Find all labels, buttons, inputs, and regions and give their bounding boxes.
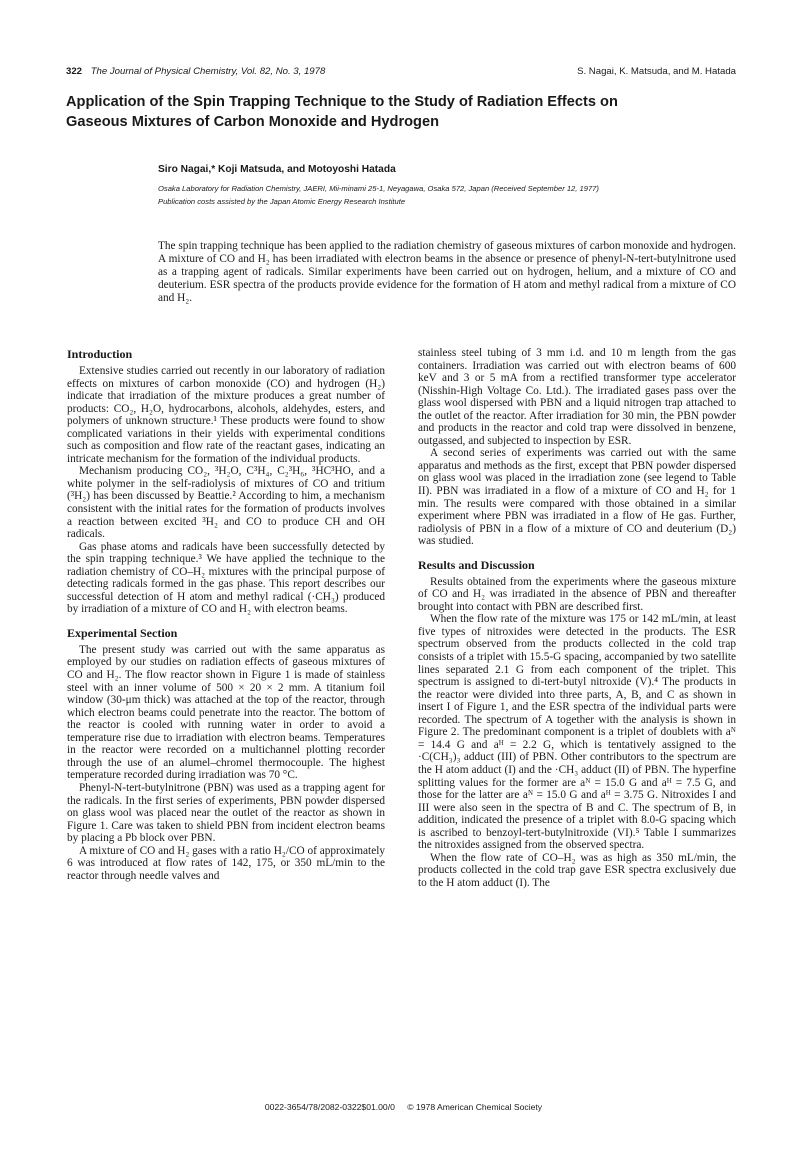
left-column — [67, 347, 385, 882]
copyright-notice: © 1978 American Chemical Society — [407, 1102, 543, 1112]
page-number: 322 — [66, 66, 83, 77]
paragraph: Mechanism producing CO₂, ³H₂O, C³H₄, C₂³H₆, ³HC³HO, and a white polymer in the self-radiolysis of mixtures of CO and tritium (³H₂) has been discussed by Beattie.² According to him, a mechanism consistent with the initial rates for the formation of products involves a reaction between excited ³H₂ and CO to produce CH and OH radicals. — [67, 465, 385, 541]
paragraph: Results obtained from the experiments where the gaseous mixture of CO and H₂ was irradiated in the absence of PBN and thereafter brought into contact with PBN are described first. — [418, 575, 736, 613]
paragraph: When the flow rate of the mixture was 175 or 142 mL/min, at least five types of nitroxides were detected in the products. The ESR spectrum observed from the products collected in the cold trap consists of a triplet with 15.5-G spacing, accompanied by two satellite lines separated 2.1 G from each component of the triplet. This spectrum is assigned to di-tert-butyl nitroxide (V).⁴ The products in the reactor were divided into three parts, A, B, and C as shown in insert I of Figure 1, and the ESR spectra of the individual parts were recorded. The spectrum of A together with the analysis is shown in Figure 2. The predominant component is a triplet of doublets with aᴺ = 14.4 G and aᴴ = 2.2 G, which is tentatively assigned to the ·C(CH₃)₃ adduct (III) of PBN. Other contributors to the spectrum are the H atom adduct (I) and the ·CH₃ adduct (II) of PBN. The hyperfine splitting values for the former are aᴺ = 15.0 G and aᴴ = 7.5 G, and those for the latter are aᴺ = 15.0 G and aᴴ = 3.75 G. Nitroxides I and III were also seen in the spectra of B and C. The spectrum of B, in addition, indicated the presence of a triplet with 8.0-G spacing which is ascribed to benzoyl-tert-butylnitroxide (VI).⁵ Table I summarizes the nitroxides assigned from the observed spectra. — [418, 613, 736, 852]
section-heading-introduction: Introduction — [67, 347, 133, 361]
abstract: The spin trapping technique has been applied to the radiation chemistry of gaseous mixtures of carbon monoxide and hydrogen. A mixture of CO and H₂ has been irradiated with electron beams in the absence or presence of phenyl-N-tert-butylnitrone used as a trapping agent of radicals. Similar experiments have been carried out on hydrogen, helium, and a mixture of CO and deuterium. ESR spectra of the products provide evidence for the formation of H atom and methyl radical from a mixture of CO and H₂. — [158, 240, 736, 305]
running-head-authors: S. Nagai, K. Matsuda, and M. Hatada — [577, 66, 736, 77]
affiliation: Osaka Laboratory for Radiation Chemistry, JAERI, Mii-minami 25-1, Neyagawa, Osaka 572, Japan (Received September 12, 1977) — [158, 184, 599, 193]
journal-citation: The Journal of Physical Chemistry, Vol. 82, No. 3, 1978 — [90, 66, 326, 77]
running-head — [66, 66, 736, 80]
section-heading-experimental: Experimental Section — [67, 625, 178, 640]
section-heading-results: Results and Discussion — [418, 557, 535, 572]
paragraph: The present study was carried out with the same apparatus as employed by our studies on radiation effects of gaseous mixtures of CO and H₂. The flow reactor shown in Figure 1 is made of stainless steel with an inner volume of 500 × 20 × 2 mm. A titanium foil window (30-μm thick) was attached at the top of the reactor, through which electron beams could penetrate into the reactor. The bottom of the reactor is cooled with running water in order to avoid a temperature rise due to irradiation with electron beams. Temperatures in the reactor were recorded on a multichannel plotting recorder through the use of an alumel–chromel thermocouple. The highest temperature recorded during irradiation was 70 °C. — [67, 643, 385, 782]
publication-costs-note: Publication costs assisted by the Japan Atomic Energy Research Institute — [158, 197, 406, 206]
paragraph-continued: stainless steel tubing of 3 mm i.d. and 10 m length from the gas containers. Irradiation was carried out with electron beams of 600 keV and 3 or 5 mA from a rectified transformer type accelerator (Nisshin-High Voltage Co. Ltd.). The irradiated gases pass over the glass wool dispersed with PBN and a liquid nitrogen trap attached to the outlet of the reactor. After irradiation for 30 min, the PBN powder and products in the reactor and cold trap were dissolved in benzene, outgassed, and subjected to inspection by ESR. — [418, 347, 736, 447]
page-footer — [0, 1102, 807, 1112]
article-title: Application of the Spin Trapping Technique to the Study of Radiation Effects on Gaseous Mixtures of Carbon Monoxide and Hydrogen — [66, 94, 618, 130]
running-head-left — [66, 66, 325, 77]
paragraph: Extensive studies carried out recently in our laboratory of radiation effects on mixtures of carbon monoxide (CO) and hydrogen (H₂) indicate that irradiation of the mixture produces a great number of products: CO₂, H₂O, hydrocarbons, alcohols, aldehydes, esters, and polymers of unknown structure.¹ These products were found to show complicated variations in their yields with experimental conditions such as composition and flow rate of the reactant gases, indicating an intricate mechanism for the formation of the individual products. — [67, 365, 385, 465]
paragraph: Phenyl-N-tert-butylnitrone (PBN) was used as a trapping agent for the radicals. In the first series of experiments, PBN powder dispersed on glass wool was placed near the outlet of the reactor as shown in Figure 1. Care was taken to shield PBN from incident electron beams by placing a Pb block over PBN. — [67, 781, 385, 845]
author-list: Siro Nagai,* Koji Matsuda, and Motoyoshi Hatada — [158, 164, 396, 175]
paragraph: A second series of experiments was carried out with the same apparatus and methods as the first, except that PBN powder dispersed on glass wool was placed in the irradiation zone (see legend to Table II). PBN was irradiated in a flow of a mixture of CO and H₂ for 1 min. The results were compared with those obtained in a similar experiment where PBN was irradiated in a flow of He gas. Further, radiolysis of PBN in a flow of a mixture of CO and deuterium (D₂) was studied. — [418, 447, 736, 548]
paragraph: A mixture of CO and H₂ gases with a ratio H₂/CO of approximately 6 was introduced at flow rates of 142, 175, or 350 mL/min to the reactor through needle valves and — [67, 844, 385, 882]
paragraph: When the flow rate of CO–H₂ was as high as 350 mL/min, the products collected in the cold trap gave ESR spectra exclusively due to the H atom adduct (I). The — [418, 851, 736, 889]
article-code: 0022-3654/78/2082-0322$01.00/0 — [264, 1102, 395, 1112]
affiliation-block — [158, 182, 738, 208]
right-column — [418, 347, 736, 889]
paragraph: Gas phase atoms and radicals have been successfully detected by the spin trapping technique.³ We have applied the technique to the radiation chemistry of CO–H₂ mixtures with the principal purpose of detecting radicals formed in the gas phase. This report describes our successful detection of H atom and methyl radical (·CH₃) produced by irradiation of a mixture of CO and H₂ with electron beams. — [67, 540, 385, 616]
